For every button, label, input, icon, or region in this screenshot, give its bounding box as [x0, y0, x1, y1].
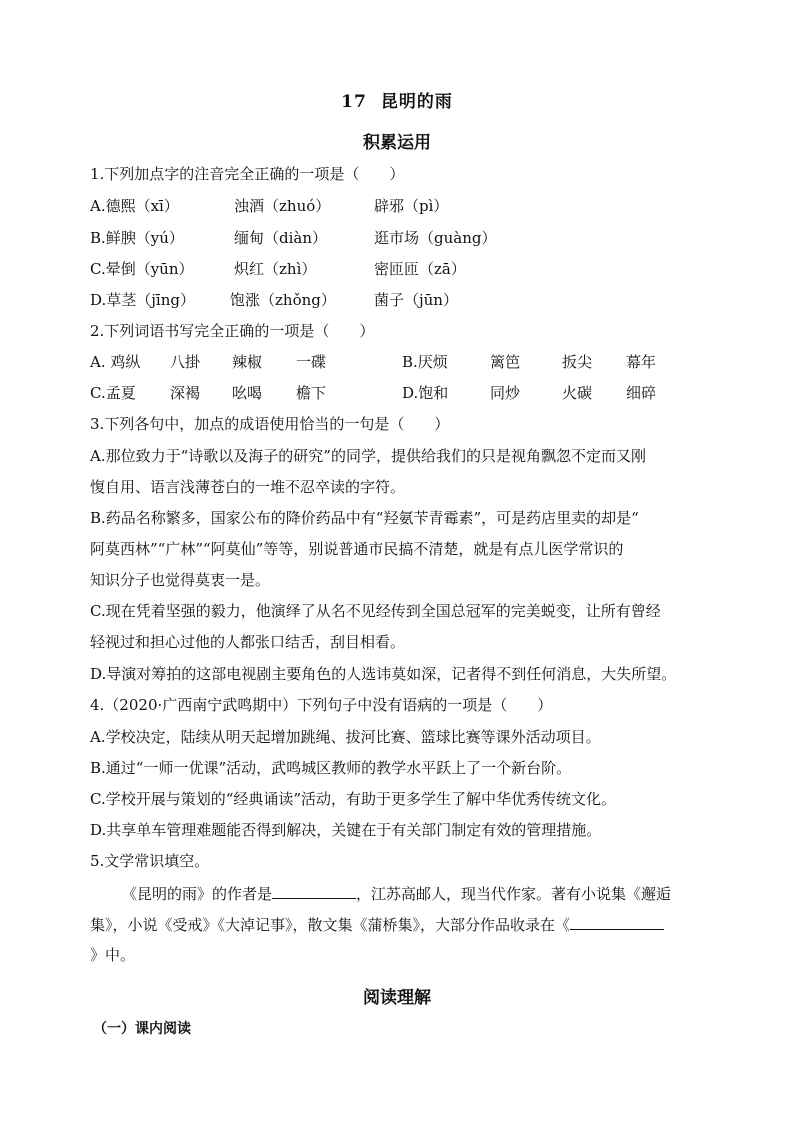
author-blank[interactable] [272, 883, 356, 899]
question-4-line: D.共享单车管理难题能否得到解决，关键在于有关部门制定有效的管理措施。 [90, 821, 602, 839]
option-item: 菌子（jūn） [374, 291, 458, 309]
question-4-line: B.通过“一师一优课”活动，武鸣城区教师的教学水平跃上了一个新台阶。 [90, 759, 572, 777]
word-item: 同炒 [490, 384, 521, 402]
question-1-stem: 1.下列加点字的注音完全正确的一项是（ ） [90, 165, 405, 183]
word-item: 火碳 [562, 384, 593, 402]
question-4-stem: 4.（2020·广西南宁武鸣期中）下列句子中没有语病的一项是（ ） [90, 696, 553, 714]
word-item: 篱笆 [490, 353, 521, 371]
word-item: 深褐 [170, 384, 201, 402]
collection-blank[interactable] [570, 914, 664, 930]
word-item: 幕年 [626, 353, 657, 371]
page-title [0, 87, 794, 112]
question-5-line-2 [90, 914, 664, 935]
question-3-line: 愎自用、语言浅薄苍白的一堆不忍卒读的字符。 [90, 478, 406, 496]
question-1-option-b [90, 228, 496, 248]
word-item: 吆喝 [232, 384, 263, 402]
word-item: 一碟 [296, 353, 327, 371]
option-item: A.德熙（xī） [90, 197, 179, 215]
word-item: C.孟夏 [90, 384, 136, 402]
fill-text: 集》，小说《受戒》《大淖记事》，散文集《蒲桥集》，大部分作品收录在《 [90, 916, 571, 934]
question-2-row-1 [90, 352, 656, 372]
question-3-line: A.那位致力于“诗歌以及海子的研究”的同学，提供给我们的只是视角飘忽不定而又刚 [90, 447, 646, 465]
question-3-line: 阿莫西林”“广林”“阿莫仙”等等，别说普通市民搞不清楚，就是有点儿医学常识的 [90, 540, 624, 558]
option-item: 饱涨（zhǒng） [230, 291, 336, 309]
question-4-line: C.学校开展与策划的“经典诵读”活动，有助于更多学生了解中华优秀传统文化。 [90, 790, 617, 808]
word-item: 辣椒 [232, 353, 263, 371]
fill-text: 《昆明的雨》的作者是 [122, 885, 273, 903]
question-2-stem: 2.下列词语书写完全正确的一项是（ ） [90, 322, 375, 340]
option-item: 密匝匝（zā） [374, 260, 466, 278]
option-item: D.草茎（jīng） [90, 291, 195, 309]
question-5-line-3: 》中。 [90, 946, 136, 964]
question-3-line: B.药品名称繁多，国家公布的降价药品中有“羟氨苄青霉素”，可是药店里卖的却是“ [90, 509, 639, 527]
word-item: 八掛 [170, 353, 201, 371]
option-item: 缅甸（diàn） [234, 229, 328, 247]
question-1-option-a [90, 196, 448, 216]
question-1-option-c [90, 259, 466, 279]
word-item: B.厌烦 [402, 353, 448, 371]
question-3-line: C.现在凭着坚强的毅力，他演绎了从名不见经传到全国总冠军的完美蜕变，让所有曾经 [90, 602, 661, 620]
lesson-number: 17 [341, 92, 367, 112]
question-4-line: A.学校决定，陆续从明天起增加跳绳、拔河比赛、篮球比赛等课外活动项目。 [90, 728, 601, 746]
subsection-heading: （一）课内阅读 [93, 1021, 191, 1037]
option-item: 炽红（zhì） [234, 260, 317, 278]
word-item: A. 鸡纵 [90, 353, 141, 371]
section-heading-reading: 阅读理解 [363, 988, 431, 1008]
question-3-line: 轻视过和担心过他的人都张口结舌，刮目相看。 [90, 633, 406, 651]
word-item: 细碎 [626, 384, 657, 402]
word-item: 檐下 [296, 384, 327, 402]
question-3-stem: 3.下列各句中，加点的成语使用恰当的一句是（ ） [90, 415, 450, 433]
option-item: 浊酒（zhuó） [234, 197, 331, 215]
option-item: C.晕倒（yūn） [90, 260, 194, 278]
option-item: B.鲜腴（yú） [90, 229, 184, 247]
option-item: 逛市场（guàng） [374, 229, 497, 247]
question-5-line-1 [122, 883, 671, 904]
question-2-row-2 [90, 383, 656, 403]
question-3-line: D.导演对筹拍的这部电视剧主要角色的人选讳莫如深，记者得不到任何消息，大失所望。 [90, 665, 677, 683]
question-5-stem: 5.文学常识填空。 [90, 852, 210, 870]
lesson-title: 昆明的雨 [380, 92, 453, 112]
word-item: 扳尖 [562, 353, 593, 371]
section-heading-accumulation: 积累运用 [363, 133, 431, 153]
word-item: D.饱和 [402, 384, 449, 402]
fill-text: ，江苏高邮人，现当代作家。著有小说集《邂逅 [356, 885, 672, 903]
question-1-option-d [90, 290, 458, 310]
question-3-line: 知识分子也觉得莫衷一是。 [90, 571, 271, 589]
option-item: 辟邪（pì） [374, 197, 449, 215]
